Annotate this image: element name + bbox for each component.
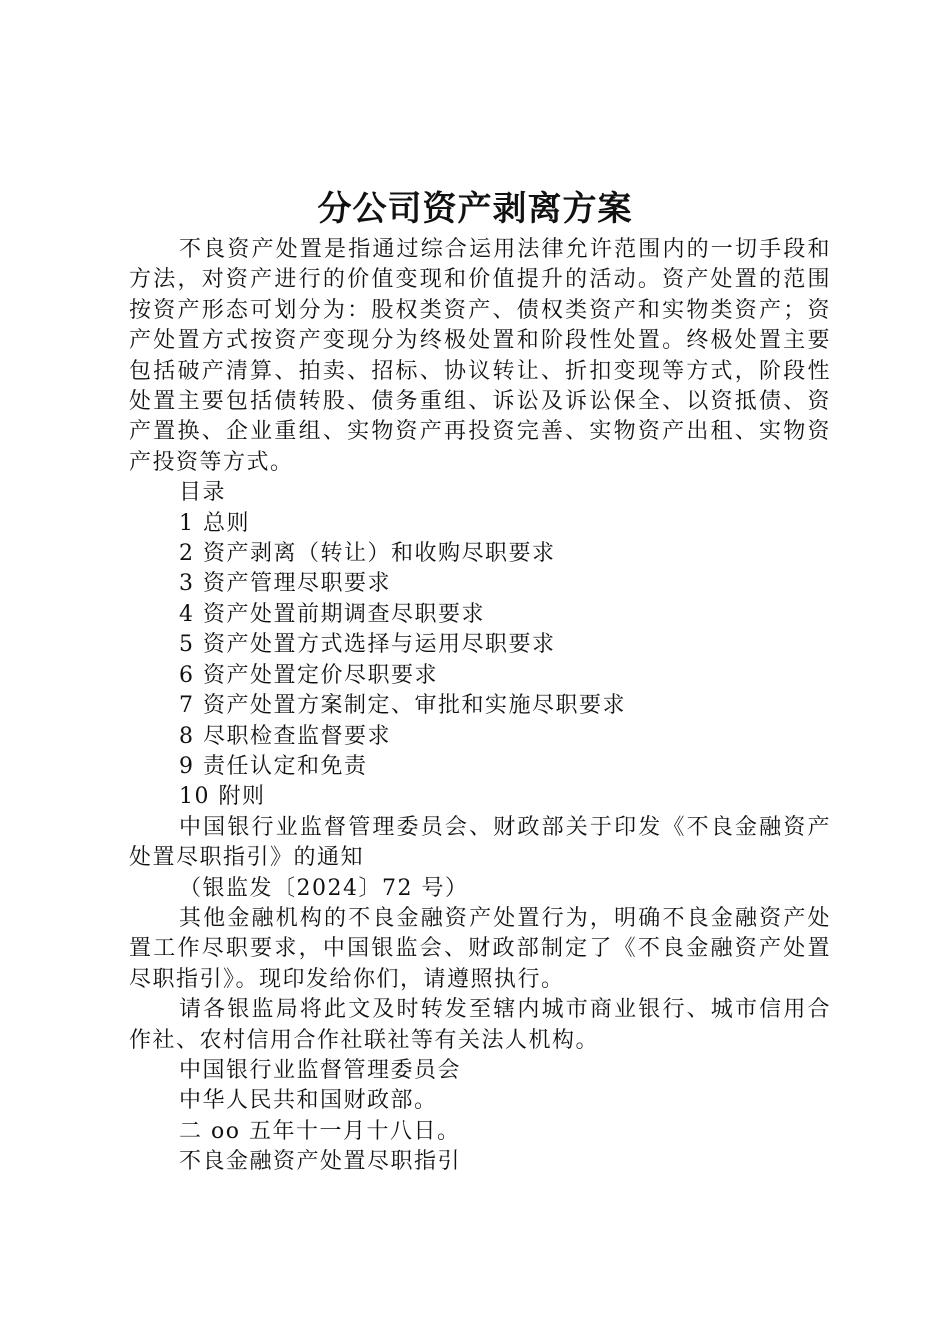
toc-item: 9 责任认定和免责 [179,753,368,779]
section-heading: 不良金融资产处置尽职指引 [179,1149,462,1175]
toc-item: 4 资产处置前期调查尽职要求 [179,601,485,627]
toc-item: 2 资产剥离（转让）和收购尽职要求 [179,541,556,567]
toc-item: 6 资产处置定价尽职要求 [179,662,438,688]
intro-paragraph: 不良资产处置是指通过综合运用法律允许范围内的一切手段和方法，对资产进行的价值变现和价值提升的活动。资产处置的范围按资产形态可划分为：股权类资产、债权类资产和实物类资产；资产处置方式按资产变现分为终极处置和阶段性处置。终极处置主要包括破产清算、拍卖、招标、协议转让、折扣变现等方式，阶段性处置主要包括债转股、债务重组、诉讼及诉讼保全、以资抵债、资产置换、企业重组、实物资产再投资完善、实物资产出租、实物资产投资等方式。 [129,237,831,475]
document-title: 分公司资产剥离方案 [317,189,633,229]
toc-item: 8 尽职检查监督要求 [179,723,391,749]
toc-item: 5 资产处置方式选择与运用尽职要求 [179,632,556,658]
signature-line: 中国银行业监督管理委员会 [179,1057,462,1083]
toc-heading: 目录 [179,480,227,506]
date-line: 二 oo 五年十一月十八日。 [179,1118,461,1144]
toc-item: 3 资产管理尽职要求 [179,571,391,597]
body-paragraph: 请各银监局将此文及时转发至辖内城市商业银行、城市信用合作社、农村信用合作社联社等有关法人机构。 [129,997,831,1053]
document-body [129,235,831,1178]
signature-line: 中华人民共和国财政部。 [179,1088,438,1114]
toc-item: 1 总则 [179,510,250,536]
document-number: （银监发〔2024〕72 号） [179,875,469,901]
toc-item: 7 资产处置方案制定、审批和实施尽职要求 [179,693,626,719]
toc-item: 10 附则 [179,784,266,810]
body-paragraph: 其他金融机构的不良金融资产处置行为，明确不良金融资产处置工作尽职要求，中国银监会、财政部制定了《不良金融资产处置尽职指引》。现印发给你们，请遵照执行。 [129,905,831,992]
notice-title: 中国银行业监督管理委员会、财政部关于印发《不良金融资产处置尽职指引》的通知 [129,814,831,871]
